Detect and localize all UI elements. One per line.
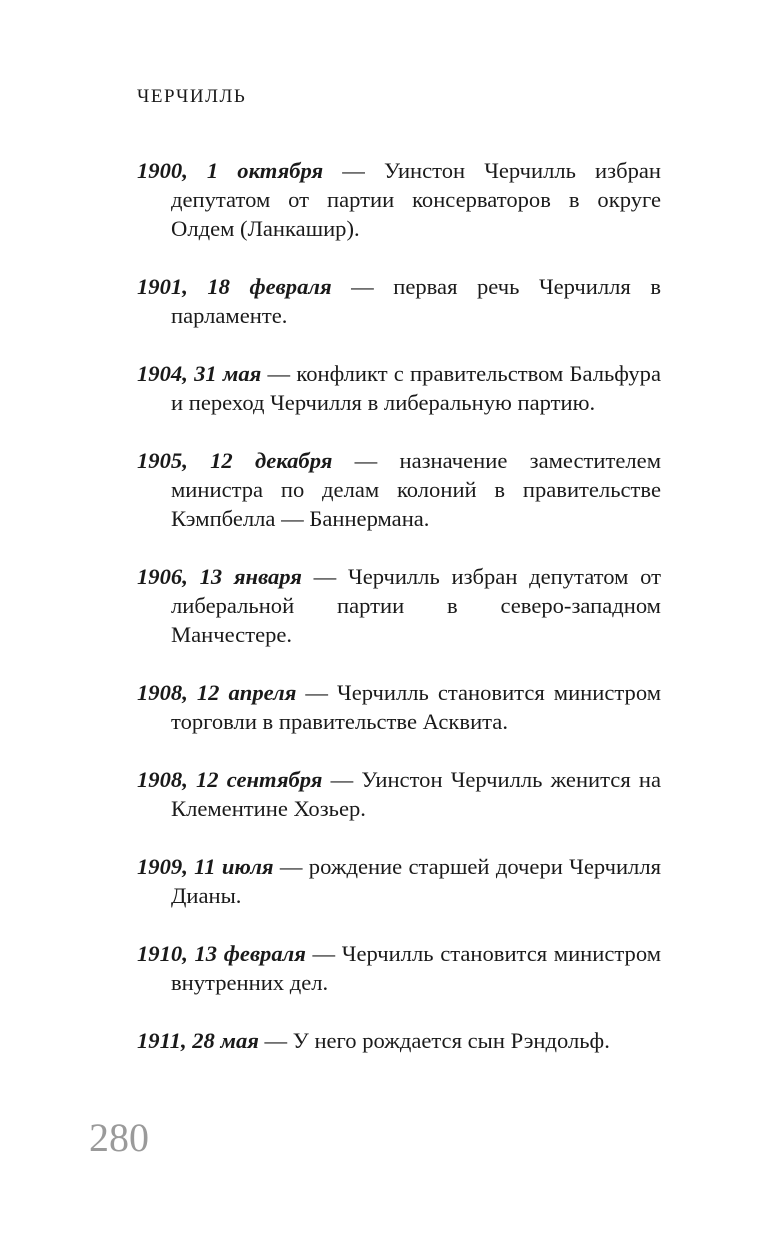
- entry-text: — Уинстон Черчилль женится на Клементине Хозьер.: [171, 767, 661, 821]
- entry-text: — У него рождается сын Рэндольф.: [258, 1028, 610, 1053]
- chronology-entry: [137, 765, 661, 823]
- entry-date: 1900, 1 октября: [137, 158, 324, 183]
- chronology-entry: [137, 272, 661, 330]
- entry-text: — Черчилль избран депутатом от либеральной партии в северо-западном Манчестере.: [171, 564, 661, 647]
- entry-date: 1904, 31 мая: [137, 361, 262, 386]
- chronology-entry: [137, 678, 661, 736]
- entry-date: 1910, 13 февраля: [137, 941, 306, 966]
- chronology-entry: [137, 852, 661, 910]
- entry-text: — рождение старшей дочери Черчилля Дианы.: [171, 854, 661, 908]
- entry-date: 1906, 13 января: [137, 564, 302, 589]
- entry-date: 1905, 12 декабря: [137, 448, 333, 473]
- entry-text: — первая речь Черчилля в парламенте.: [171, 274, 661, 328]
- chronology-entry: [137, 446, 661, 533]
- page-number: 280: [89, 1115, 149, 1160]
- entry-date: 1911, 28 мая: [137, 1028, 259, 1053]
- chronology-entry: [137, 156, 661, 243]
- entry-date: 1908, 12 апреля: [137, 680, 297, 705]
- entry-date: 1901, 18 февраля: [137, 274, 332, 299]
- entry-text: — Черчилль становится министром внутренних дел.: [171, 941, 661, 995]
- chronology-entry: [137, 359, 661, 417]
- entry-text: — Черчилль становится министром торговли в правительстве Асквита.: [171, 680, 662, 734]
- entry-text: — Уинстон Черчилль избран депутатом от партии консерваторов в округе Олдем (Ланкашир).: [171, 158, 661, 241]
- chronology-entry: [137, 1026, 661, 1055]
- entry-date: 1909, 11 июля: [137, 854, 274, 879]
- chronology-entry: [137, 562, 661, 649]
- entry-text: — назначение заместителем министра по делам колоний в правительстве Кэмпбелла — Баннермана.: [171, 448, 661, 531]
- entry-text: — конфликт с правительством Бальфура и переход Черчилля в либеральную партию.: [171, 361, 662, 415]
- entry-date: 1908, 12 сентября: [137, 767, 323, 792]
- chronology-entry: [137, 939, 661, 997]
- chronology-list: [137, 156, 661, 1084]
- running-head: ЧЕРЧИЛЛЬ: [137, 86, 247, 107]
